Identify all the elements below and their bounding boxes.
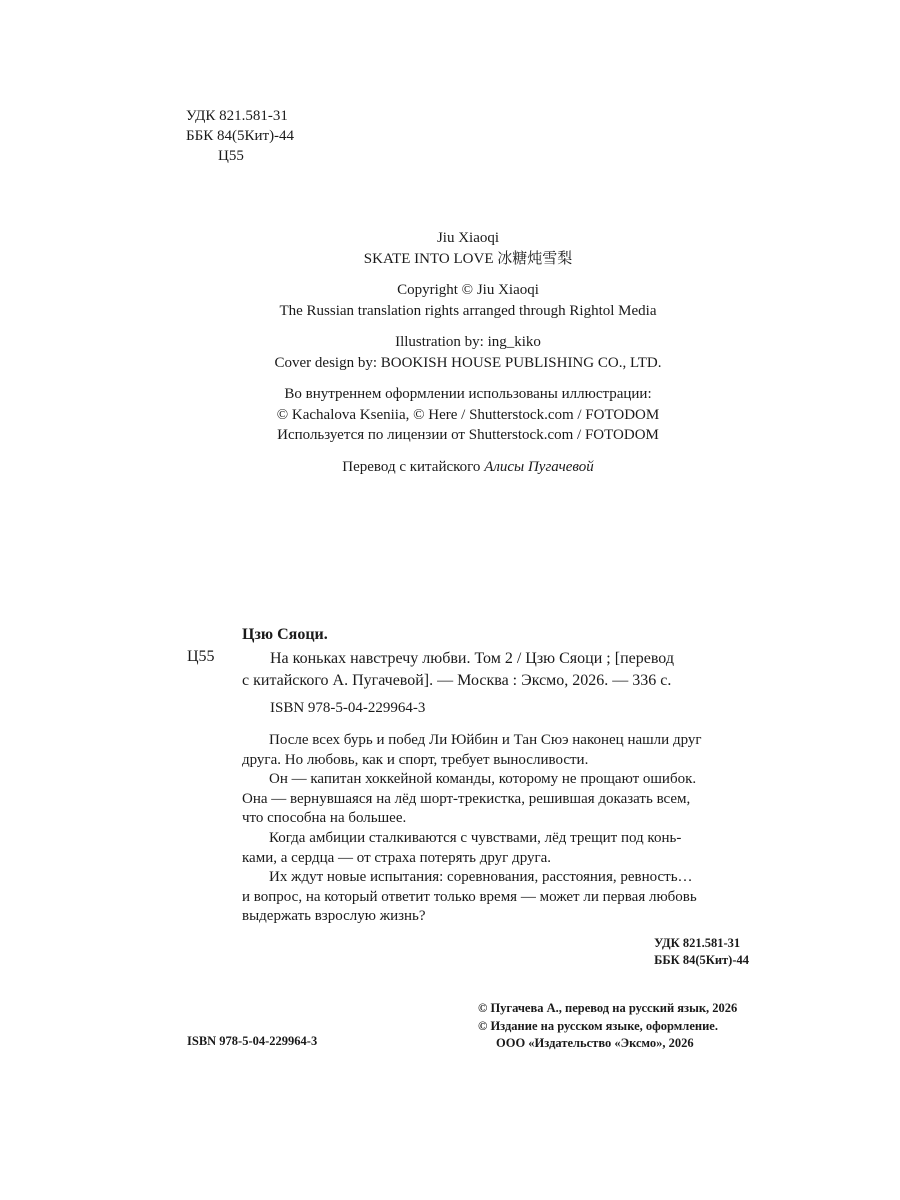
card-description-line-1: На коньках навстречу любви. Том 2 / Цзю Сяоци ; [перевод <box>270 650 674 667</box>
translation-prefix: Перевод с китайского <box>342 458 485 475</box>
annotation-line: Она — вернувшаяся на лёд шорт-трекистка, решившая доказать всем, <box>242 790 691 807</box>
card-isbn: ISBN 978-5-04-229964-3 <box>270 700 426 716</box>
illustration-credit: Illustration by: ing_kiko <box>395 334 541 350</box>
title-group <box>0 228 900 269</box>
original-title: SKATE INTO LOVE 冰糖炖雪梨 <box>363 250 573 267</box>
translation-credit <box>0 457 900 478</box>
rights-line: The Russian translation rights arranged through Rightol Media <box>279 302 657 319</box>
annotation-line: Их ждут новые испытания: соревнования, расстояния, ревность… <box>269 869 693 886</box>
translator-name: Алисы Пугачевой <box>484 458 594 475</box>
annotation-line: выдержать взрослую жизнь? <box>242 908 426 925</box>
card-description-line-2: с китайского А. Пугачевой]. — Москва : Эксмо, 2026. — 336 с. <box>242 672 672 689</box>
annotation-line: друга. Но любовь, как и спорт, требует выносливости. <box>242 751 589 768</box>
author-mark: Ц55 <box>218 148 244 164</box>
annotation-line: ками, а сердца — от страха потерять друг друга. <box>242 849 552 866</box>
credits-block <box>0 228 900 488</box>
card-code: Ц55 <box>187 648 215 665</box>
footer-udk: УДК 821.581-31 <box>654 936 741 950</box>
interior-illustrations-line-1: Во внутреннем оформлении использованы иллюстрации: <box>284 386 652 402</box>
interior-illustrations-group <box>0 384 900 446</box>
annotation-line: Он — капитан хоккейной команды, которому не прощают ошибок. <box>269 771 697 788</box>
annotation <box>242 731 749 927</box>
author-latin: Jiu Xiaoqi <box>436 230 500 246</box>
udk-code: УДК 821.581-31 <box>186 108 288 124</box>
design-group <box>0 332 900 373</box>
card-description <box>242 648 760 692</box>
footer-classification <box>654 935 749 969</box>
classification-block <box>186 106 294 166</box>
copyright-group <box>0 280 900 321</box>
interior-illustrations-line-2: © Kachalova Kseniia, © Here / Shutterstock.com / FOTODOM <box>276 406 660 423</box>
copyright-translation: © Пугачева А., перевод на русский язык, 2026 <box>478 1001 738 1015</box>
cover-design-credit: Cover design by: BOOKISH HOUSE PUBLISHING CO., LTD. <box>274 354 662 371</box>
copyright-edition-line-2: ООО «Издательство «Эксмо», 2026 <box>496 1036 694 1050</box>
annotation-line: Когда амбиции сталкиваются с чувствами, лёд трещит под конь- <box>269 829 682 846</box>
annotation-line: и вопрос, на который ответит только время — может ли первая любовь <box>242 888 697 905</box>
footer-bbk: ББК 84(5Кит)-44 <box>654 953 749 967</box>
copyright-edition-line-1: © Издание на русском языке, оформление. <box>478 1018 718 1033</box>
bbk-code: ББК 84(5Кит)-44 <box>186 128 295 144</box>
footer-isbn: ISBN 978-5-04-229964-3 <box>187 1034 318 1048</box>
annotation-line: что способна на большее. <box>242 810 407 827</box>
interior-illustrations-line-3: Используется по лицензии от Shutterstock.com / FOTODOM <box>277 427 659 443</box>
copyright-line: Copyright © Jiu Xiaoqi <box>397 282 539 298</box>
card-author-heading: Цзю Сяоци. <box>242 626 328 643</box>
copyright-block <box>478 1000 737 1053</box>
annotation-line: После всех бурь и побед Ли Юйбин и Тан Сюэ наконец нашли друг <box>269 732 702 748</box>
